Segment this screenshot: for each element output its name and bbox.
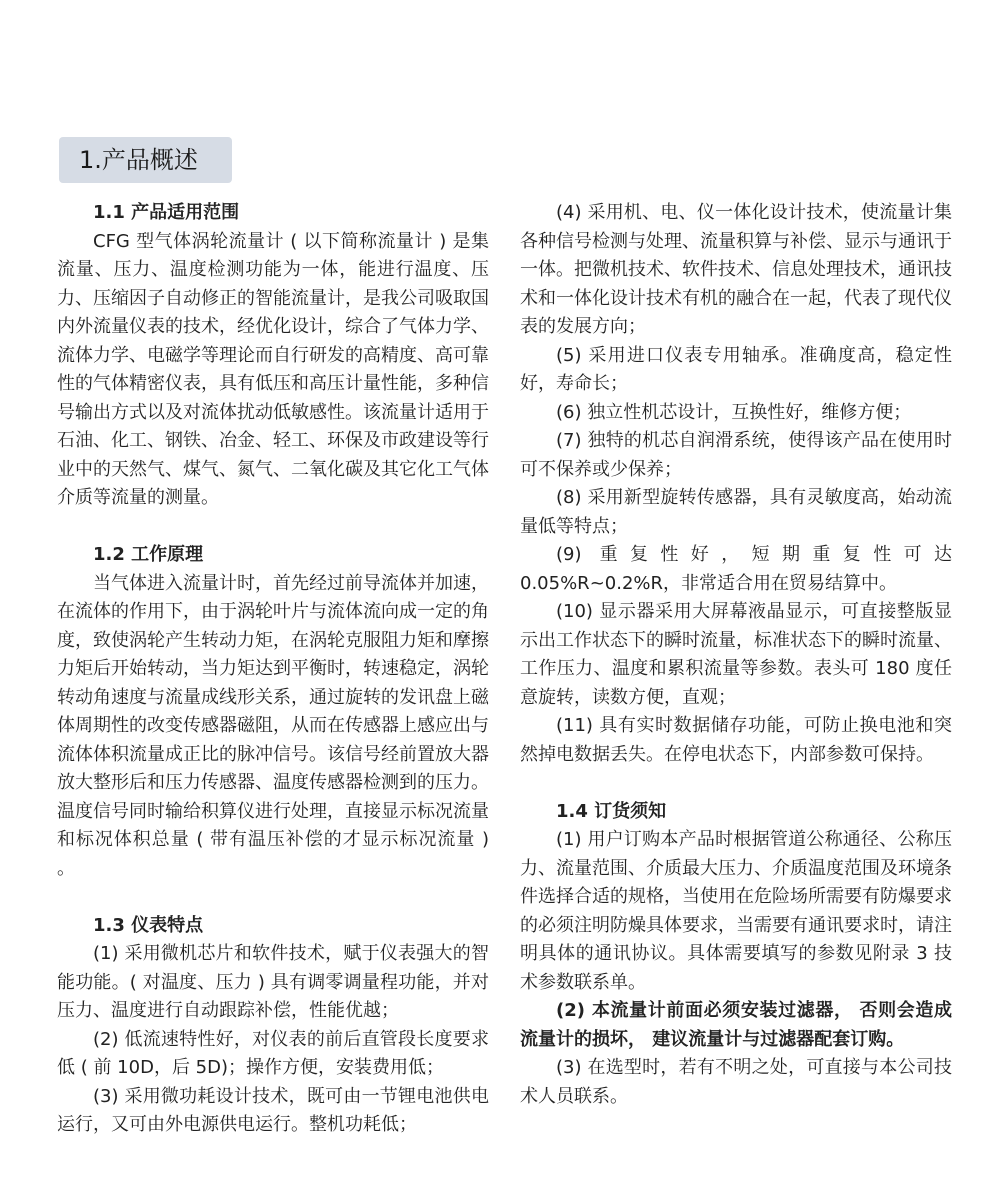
feature-item-11: (11) 具有实时数据储存功能，可防止换电池和突然掉电数据丢失。在停电状态下，内部参数可保持。: [520, 715, 952, 765]
feature-item-8: (8) 采用新型旋转传感器，具有灵敏度高，始动流量低等特点；: [520, 487, 952, 537]
order-item-1: (1) 用户订购本产品时根据管道公称通径、公称压力、流量范围、介质最大压力、介质温度范围及环境条件选择合适的规格，当使用在危险场所需要有防爆要求的必须注明防燥具体要求，当需要有通讯要求时，请注明具体的通讯协议。具体需要填写的参数见附录 3 技术参数联系单。: [520, 829, 952, 993]
left-column: [57, 199, 489, 1140]
feature-item-2: (2) 低流速特性好，对仪表的前后直管段长度要求低 ( 前 10D，后 5D)；操作方便，安装费用低；: [57, 1028, 489, 1078]
section-title: 1.产品概述: [59, 137, 232, 183]
feature-item-7: (7) 独特的机芯自润滑系统，使得该产品在使用时可不保养或少保养；: [520, 430, 952, 480]
heading-1-2: 1.2 工作原理: [93, 544, 204, 565]
right-column: [520, 199, 952, 1111]
heading-1-3: 1.3 仪表特点: [93, 914, 204, 936]
order-item-3: (3) 在选型时，若有不明之处，可直接与本公司技术人员联系。: [520, 1057, 952, 1107]
feature-item-6: (6) 独立性机芯设计，互换性好，维修方便；: [556, 401, 912, 423]
feature-item-5: (5) 采用进口仪表专用轴承。准确度高，稳定性好，寿命长；: [520, 344, 952, 394]
paragraph-principle: 当气体进入流量计时，首先经过前导流体并加速，在流体的作用下，由于涡轮叶片与流体流向成一定的角度，致使涡轮产生转动力矩，在涡轮克服阻力矩和摩擦力矩后开始转动，当力矩达到平衡时，转速稳定，涡轮转动角速度与流量成线形关系，通过旋转的发讯盘上磁体周期性的改变传感器磁阻，从而在传感器上感应出与流体体积流量成正比的脉冲信号。该信号经前置放大器放大整形后和压力传感器、温度传感器检测到的压力。温度信号同时输给积算仪进行处理，直接显示标况流量和标况体积总量 ( 带有温压补偿的才显示标况流量 ) 。: [57, 572, 489, 879]
paragraph-scope: CFG 型气体涡轮流量计 ( 以下简称流量计 ) 是集流量、压力、温度检测功能为一体，能进行温度、压力、压缩因子自动修正的智能流量计，是我公司吸取国内外流量仪表的技术，经优化设计，综合了气体力学、流体力学、电磁学等理论而自行研发的高精度、高可靠性的气体精密仪表，具有低压和高压计量性能，多种信号输出方式以及对流体扰动低敏感性。该流量计适用于石油、化工、钢铁、冶金、轻工、环保及市政建设等行业中的天然气、煤气、氮气、二氧化碳及其它化工气体介质等流量的测量。: [57, 230, 489, 508]
feature-item-4: (4) 采用机、电、仪一体化设计技术，使流量计集各种信号检测与处理、流量积算与补偿、显示与通讯于一体。把微机技术、软件技术、信息处理技术，通讯技术和一体化设计技术有机的融合在一起，代表了现代仪表的发展方向；: [520, 202, 952, 337]
feature-item-1: (1) 采用微机芯片和软件技术，赋于仪表强大的智能功能。( 对温度、压力 ) 具有调零调量程功能，并对压力、温度进行自动跟踪补偿，性能优越；: [57, 943, 489, 1021]
feature-item-9: (9) 重复性好，短期重复性可达 0.05%R~0.2%R，非常适合用在贸易结算中。: [520, 544, 952, 594]
heading-1-1: 1.1 产品适用范围: [93, 202, 240, 223]
order-item-2: (2) 本流量计前面必须安装过滤器， 否则会造成流量计的损坏， 建议流量计与过滤器配套订购。: [520, 1000, 952, 1050]
feature-item-3: (3) 采用微功耗设计技术，既可由一节锂电池供电运行，又可由外电源供电运行。整机功耗低；: [57, 1085, 489, 1135]
heading-1-4: 1.4 订货须知: [556, 800, 667, 822]
feature-item-10: (10) 显示器采用大屏幕液晶显示，可直接整版显示出工作状态下的瞬时流量，标准状态下的瞬时流量、工作压力、温度和累积流量等参数。表头可 180 度任意旋转，读数方便，直观；: [520, 601, 952, 708]
